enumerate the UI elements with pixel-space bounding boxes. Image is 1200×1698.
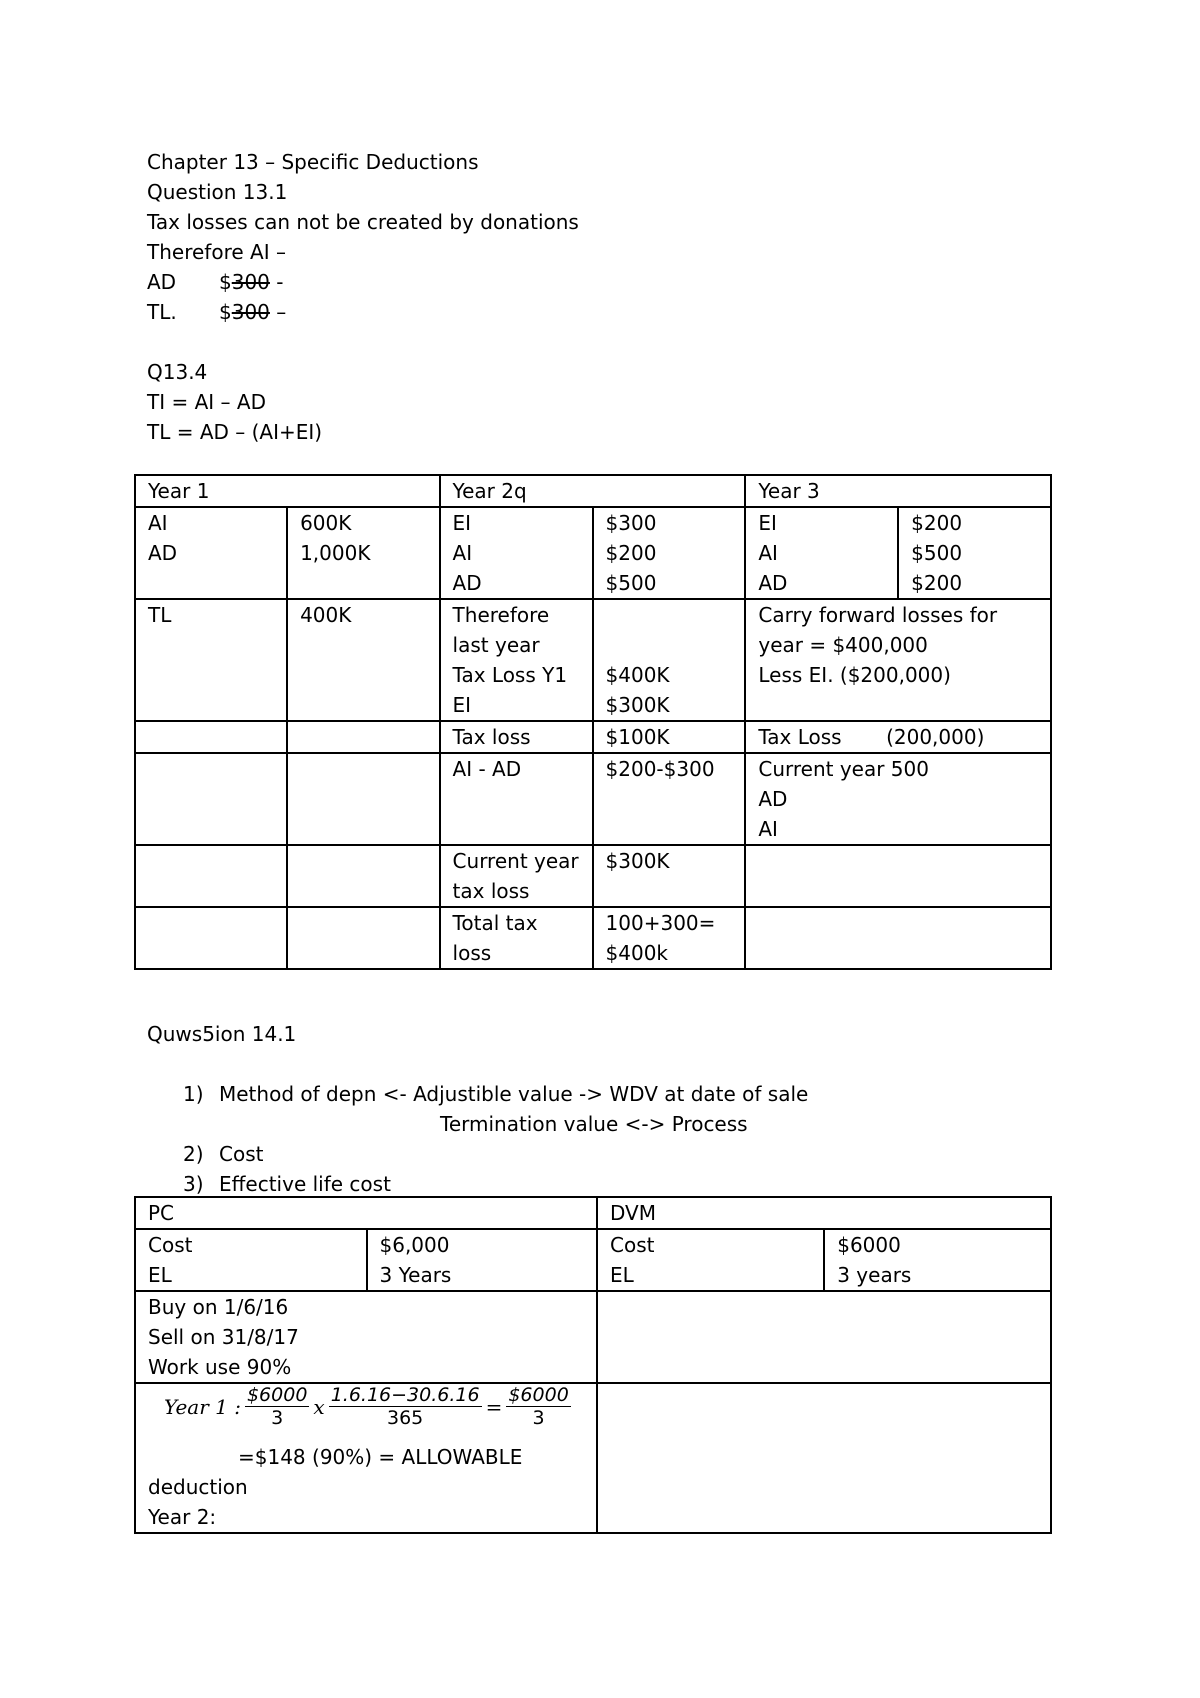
list-item — [183, 1142, 263, 1166]
y1-labels — [135, 507, 287, 599]
header-year-1: Year 1 — [135, 475, 440, 507]
cell — [440, 599, 593, 721]
cell — [745, 753, 1051, 845]
cell: $300K — [593, 845, 746, 907]
cell — [745, 599, 1051, 721]
cell-text: AI — [758, 817, 778, 841]
tl-line — [147, 300, 286, 324]
cell-text: $300K — [605, 693, 670, 717]
tl-value: 300 — [231, 300, 270, 324]
cell-text: EI — [452, 511, 472, 535]
cell — [135, 907, 287, 969]
tl-currency: $ — [219, 300, 232, 324]
cell: Total tax loss — [440, 907, 593, 969]
cell-text: Therefore — [452, 603, 550, 627]
formula-clip — [148, 1384, 597, 1442]
cell-text: EI — [758, 511, 777, 535]
y2-labels — [440, 507, 593, 599]
table-header-row — [135, 1197, 1051, 1229]
cell-text: AI — [452, 541, 473, 565]
cell-text: 600K — [300, 511, 352, 535]
q134-formula-1: TI = AI – AD — [147, 390, 266, 414]
cell: $100K — [593, 721, 746, 753]
cell-text: year = $400,000 — [758, 633, 928, 657]
cell-text: AD — [758, 787, 788, 811]
tl-label: TL. — [147, 300, 177, 324]
cell-text: Year 2: — [148, 1505, 217, 1529]
question-label: Question 13.1 — [147, 180, 288, 204]
header-year-2: Year 2q — [440, 475, 746, 507]
cell: 400K — [287, 599, 439, 721]
y2-values — [593, 507, 746, 599]
cell-text: $200 — [911, 511, 963, 535]
list-item — [440, 1112, 748, 1136]
cell: TL — [135, 599, 287, 721]
cell — [135, 1291, 597, 1383]
cell-text: EL — [148, 1263, 172, 1287]
cell — [440, 845, 593, 907]
y1-values — [287, 507, 439, 599]
cell-text: AD — [452, 571, 482, 595]
table-row — [135, 599, 1051, 721]
tl-suffix: – — [276, 300, 287, 324]
therefore-text: Therefore AI – — [147, 240, 286, 264]
cell — [287, 907, 439, 969]
cell: Tax loss — [440, 721, 593, 753]
chapter-title: Chapter 13 – Specific Deductions — [147, 150, 479, 174]
list-number: 2) — [183, 1142, 204, 1166]
cell-text: Less EI. ($200,000) — [758, 663, 951, 687]
cell-text: last year — [452, 633, 540, 657]
numerator: $6000 — [246, 1384, 308, 1406]
cell-text: $200 — [911, 571, 963, 595]
cell-text: Buy on 1/6/16 — [148, 1295, 289, 1319]
list-text: Effective life cost — [219, 1172, 391, 1196]
q134-title: Q13.4 — [147, 360, 208, 384]
cell-text: Cost — [148, 1233, 193, 1257]
cell-text: 100+300= — [605, 911, 716, 935]
cell — [287, 753, 439, 845]
list-text: Cost — [219, 1142, 264, 1166]
denominator: 3 — [271, 1407, 284, 1429]
cell-text: Tax Loss Y1 — [452, 663, 568, 687]
cell-text: =$148 (90%) = ALLOWABLE — [238, 1445, 523, 1469]
list-number: 1) — [183, 1082, 204, 1106]
list-item — [183, 1172, 391, 1196]
cell — [367, 1229, 598, 1291]
cell-text: Work use 90% — [148, 1355, 292, 1379]
cell-text — [606, 630, 733, 660]
table-row — [135, 1383, 1051, 1533]
cell-text: AD — [758, 571, 788, 595]
cell-text: deduction — [148, 1475, 248, 1499]
cell-text: Current year 500 — [758, 757, 929, 781]
list-text: Method of depn <- Adjustible value -> WDV at date of sale — [219, 1082, 809, 1106]
cell-text: 1,000K — [300, 541, 371, 565]
cell — [135, 845, 287, 907]
cell-text — [606, 600, 733, 630]
cell — [135, 721, 287, 753]
cell-text: 3 years — [837, 1263, 912, 1287]
fraction — [329, 1384, 482, 1429]
cell-text: Tax Loss (200,000) — [758, 725, 985, 749]
cell — [597, 1291, 1051, 1383]
cell-text: Carry forward losses for — [758, 603, 998, 627]
denominator: 3 — [532, 1407, 545, 1429]
y3-values — [898, 507, 1051, 599]
cell-text: tax loss — [452, 879, 530, 903]
header-pc: PC — [135, 1197, 597, 1229]
cell — [287, 845, 439, 907]
year1-formula — [164, 1384, 573, 1429]
cell — [593, 599, 746, 721]
note-text: Tax losses can not be created by donations — [147, 210, 579, 234]
q141-title: Quws5ion 14.1 — [147, 1022, 297, 1046]
y3-labels — [745, 507, 898, 599]
cell-text: Sell on 31/8/17 — [148, 1325, 299, 1349]
cell-text: EI — [452, 693, 472, 717]
table-row — [135, 721, 1051, 753]
cell: $200-$300 — [593, 753, 746, 845]
ad-suffix: - — [276, 270, 284, 294]
denominator: 365 — [387, 1407, 424, 1429]
cell-text: $6000 — [837, 1233, 901, 1257]
fraction — [245, 1384, 309, 1429]
numerator: $6000 — [508, 1384, 569, 1406]
cell — [824, 1229, 1051, 1291]
cell-text: $500 — [605, 571, 657, 595]
cell-text: $500 — [911, 541, 963, 565]
cell — [287, 721, 439, 753]
formula-operator: x — [313, 1394, 325, 1419]
table-row — [135, 845, 1051, 907]
table-row — [135, 1291, 1051, 1383]
cell-text: Current year — [452, 849, 579, 873]
header-dvm: DVM — [597, 1197, 1051, 1229]
cell — [745, 845, 1051, 907]
cell — [597, 1383, 1051, 1533]
cell — [745, 721, 1051, 753]
cell-text: $400k — [605, 941, 669, 965]
cell — [597, 1229, 824, 1291]
cell-text: Cost — [610, 1233, 655, 1257]
cell — [745, 907, 1051, 969]
cell-text: $400K — [605, 663, 670, 687]
cell: AI - AD — [440, 753, 593, 845]
cell-text: $200 — [605, 541, 657, 565]
cell-text: AI — [758, 541, 778, 565]
cell-text: AI — [148, 511, 168, 535]
q134-formula-2: TL = AD – (AI+EI) — [147, 420, 323, 444]
depreciation-table — [134, 1196, 1052, 1534]
table-header-row — [135, 475, 1051, 507]
fraction — [506, 1384, 570, 1429]
cell-text: $6,000 — [379, 1233, 450, 1257]
table-row — [135, 1229, 1051, 1291]
cell-text: EL — [610, 1263, 634, 1287]
table-row — [135, 907, 1051, 969]
cell — [593, 907, 746, 969]
table-row — [135, 507, 1051, 599]
header-year-3: Year 3 — [745, 475, 1051, 507]
formula-prefix: Year 1 : — [164, 1394, 241, 1419]
list-text: Termination value <-> Process — [440, 1112, 748, 1136]
cell — [135, 1229, 367, 1291]
ad-currency: $ — [219, 270, 232, 294]
ad-label: AD — [147, 270, 177, 294]
ad-line — [147, 270, 284, 294]
cell-text: 3 Years — [379, 1263, 452, 1287]
ad-value: 300 — [231, 270, 270, 294]
list-item — [183, 1082, 808, 1106]
list-number: 3) — [183, 1172, 204, 1196]
table-row — [135, 753, 1051, 845]
cell-text: $300 — [605, 511, 657, 535]
tax-loss-table — [134, 474, 1052, 970]
cell — [135, 1383, 597, 1533]
cell — [135, 753, 287, 845]
cell-text: AD — [148, 541, 178, 565]
numerator: 1.6.16−30.6.16 — [330, 1384, 480, 1406]
formula-operator: = — [485, 1394, 503, 1419]
